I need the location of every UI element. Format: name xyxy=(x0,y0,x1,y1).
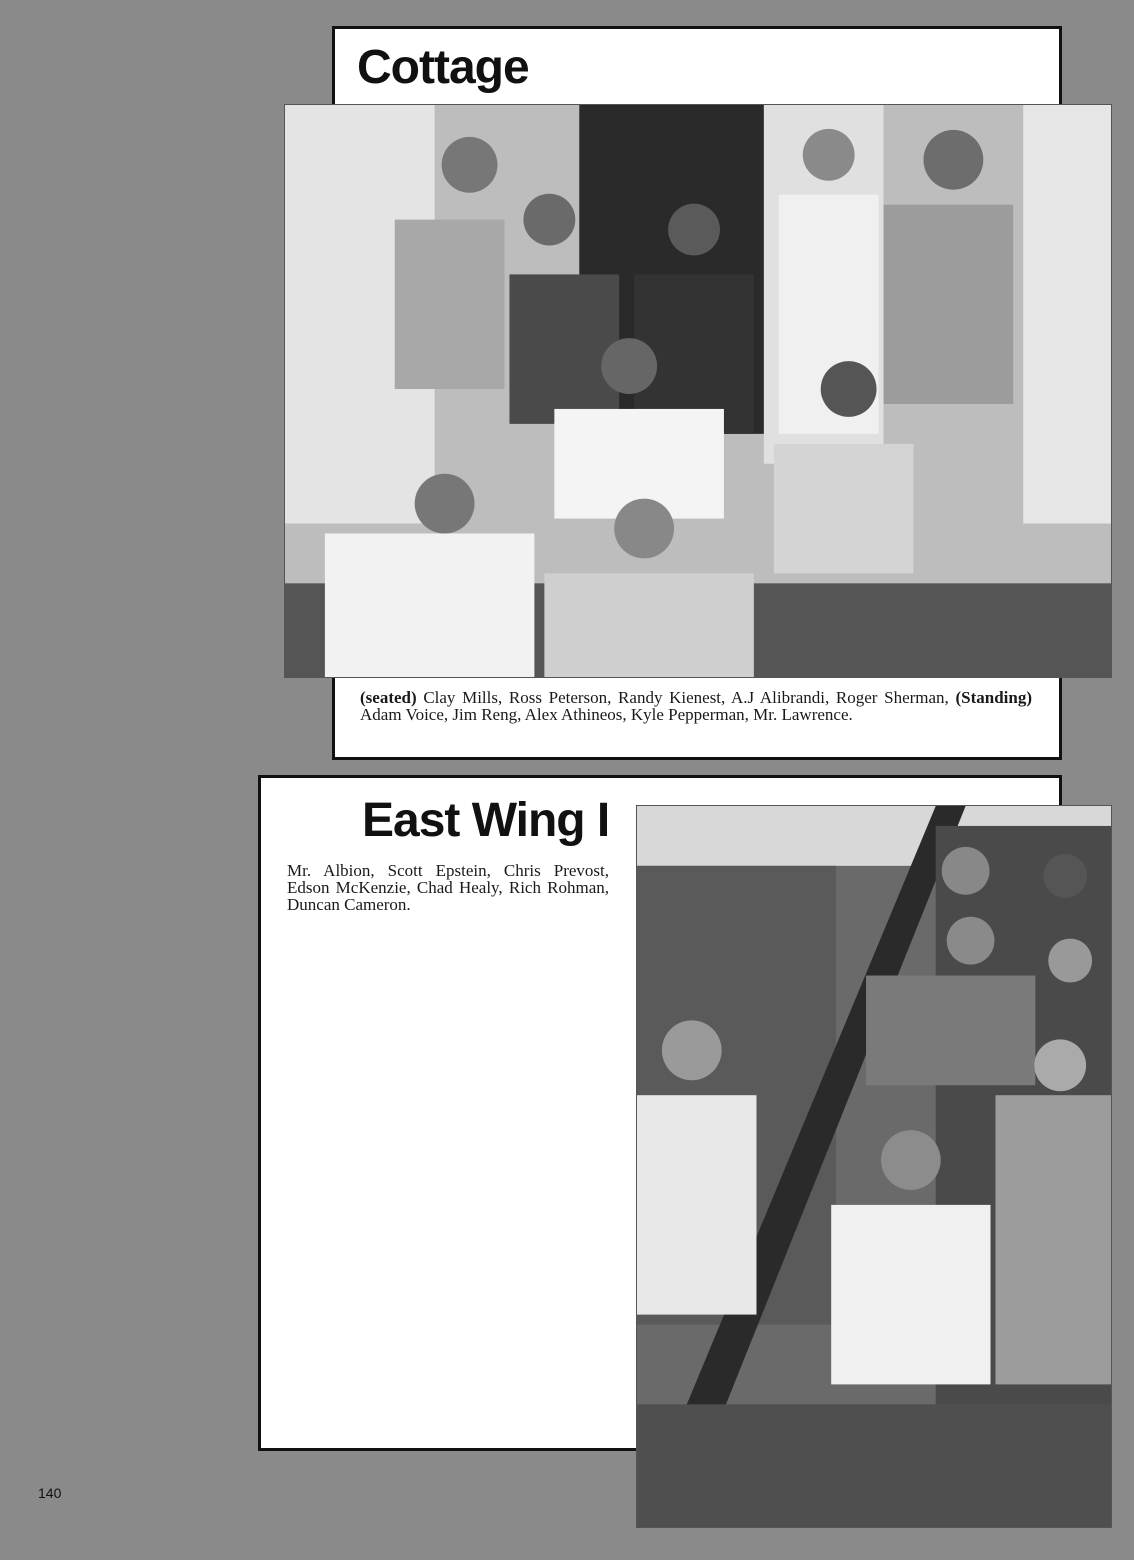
standing-names: Adam Voice, Jim Reng, Alex Athineos, Kyle Pepperman, Mr. Lawrence. xyxy=(360,705,853,724)
seated-label: (seated) xyxy=(360,688,417,707)
east-wing-title: East Wing I xyxy=(362,794,610,847)
east-wing-photo-image xyxy=(637,806,1111,1527)
east-wing-caption: Mr. Albion, Scott Epstein, Chris Prevost, Edson McKenzie, Chad Healy, Rich Rohman, Duncan Cameron. xyxy=(287,861,609,914)
page-number: 140 xyxy=(38,1485,62,1501)
cottage-photo-image xyxy=(285,105,1111,677)
standing-label: (Standing) xyxy=(955,688,1032,707)
seated-names: Clay Mills, Ross Peterson, Randy Kienest, A.J Alibrandi, Roger Sherman, xyxy=(423,688,949,707)
cottage-title: Cottage xyxy=(357,41,529,94)
cottage-group-photo xyxy=(284,104,1112,678)
cottage-caption xyxy=(360,689,1032,723)
east-wing-group-photo xyxy=(636,805,1112,1528)
